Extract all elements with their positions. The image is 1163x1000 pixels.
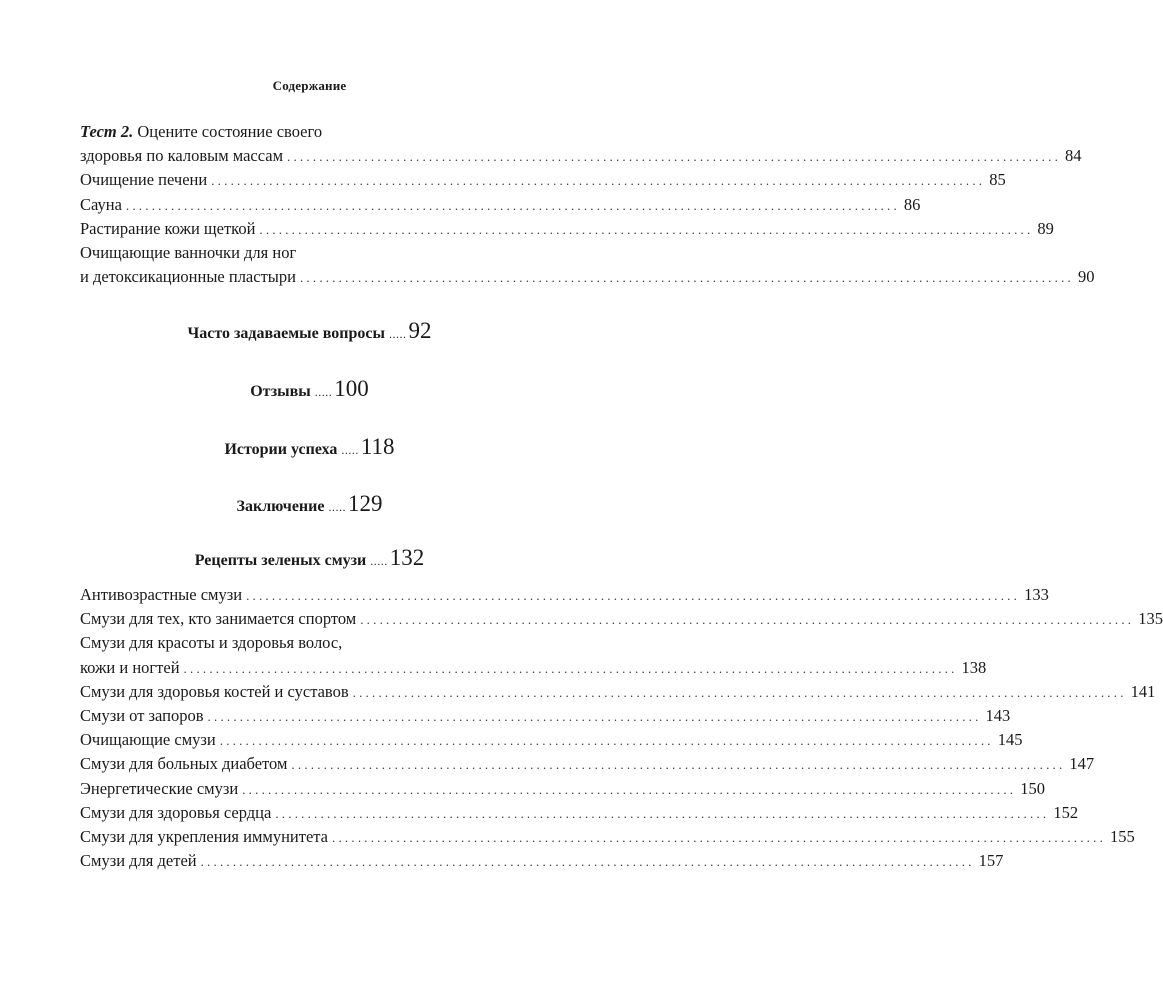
entry-text: Оцените состояние своего: [133, 122, 323, 141]
entry-page: 143: [985, 705, 1011, 725]
entry-text: здоровья по каловым массам: [80, 146, 284, 166]
section-page: 118: [360, 434, 395, 459]
dot-leader: ........................................................................................................................: [125, 197, 900, 213]
dot-leader: ........................................................................................................................: [219, 733, 994, 749]
entry-page: 86: [903, 194, 921, 214]
entry-lead: Тест 2.: [80, 122, 134, 141]
dot-leader: ........................................................................................................................: [291, 757, 1066, 773]
toc-entry[interactable]: [80, 241, 1095, 289]
entry-text: Смузи для красоты и здоровья волос,: [80, 633, 343, 653]
section-page: 100: [334, 376, 369, 401]
entry-page: 89: [1037, 218, 1054, 238]
section-page: 129: [347, 491, 383, 516]
section-page: 132: [389, 545, 425, 570]
entry-text: Смузи для укрепления иммунитета: [80, 826, 329, 846]
toc-entry[interactable]: [80, 631, 987, 679]
entry-page: 152: [1053, 802, 1079, 822]
entry-text: Смузи для здоровья сердца: [80, 802, 272, 822]
section-title: Часто задаваемые вопросы: [187, 325, 385, 342]
dot-leader: ........................................................................................................................: [211, 173, 986, 189]
entry-page: 155: [1110, 826, 1135, 846]
entry-page: 141: [1130, 681, 1156, 701]
toc-entry[interactable]: [80, 607, 1163, 631]
toc-entry[interactable]: [80, 583, 1049, 607]
toc-entry-test2[interactable]: [80, 120, 1082, 168]
dot-leader: ........................................................................................................................: [352, 684, 1127, 700]
page-header: Содержание: [272, 78, 347, 93]
entry-text: Смузи от запоров: [80, 705, 204, 725]
entry-text: Сауна: [80, 194, 122, 214]
toc-entry[interactable]: [80, 752, 1095, 776]
dot-leader: ........................................................................................................................: [332, 829, 1107, 845]
section-title: Заключение: [236, 498, 325, 515]
section-title: Истории успеха: [224, 441, 338, 458]
toc-section-reviews[interactable]: [0, 376, 619, 402]
toc-entry[interactable]: [80, 777, 1045, 801]
toc-entry[interactable]: [80, 680, 1156, 704]
toc-entry[interactable]: [80, 801, 1079, 825]
dot-leader: ........................................................................................................................: [207, 708, 982, 724]
dot-leader: ........................................................................................................................: [259, 221, 1034, 237]
dot-leader: ........................................................................................................................: [299, 270, 1074, 286]
toc-entry[interactable]: [80, 849, 1004, 873]
dot-leader: ........................................................................................................................: [242, 781, 1017, 797]
toc-section-recipes[interactable]: [0, 545, 619, 571]
entry-text: Антивозрастные смузи: [80, 585, 243, 604]
toc-section-faq[interactable]: [0, 318, 619, 344]
entry-text: и детоксикационные пластыри: [80, 267, 296, 287]
section-page: 92: [408, 318, 432, 343]
dot-leader: ........................................................................................................................: [287, 149, 1062, 165]
dot-leader: .....: [314, 385, 333, 399]
entry-text: Смузи для детей: [80, 851, 197, 871]
entry-text: Энергетические смузи: [80, 778, 239, 798]
entry-page: 145: [997, 730, 1023, 750]
dot-leader: ........................................................................................................................: [246, 588, 1021, 603]
entry-text: Растирание кожи щеткой: [80, 218, 256, 238]
toc-entry[interactable]: [80, 217, 1054, 241]
dot-leader: ........................................................................................................................: [183, 660, 958, 676]
section-title: Рецепты зеленых смузи: [194, 552, 367, 569]
toc-section-stories[interactable]: [0, 434, 619, 460]
entry-text: Очищающие смузи: [80, 730, 216, 750]
entry-page: 84: [1065, 146, 1082, 166]
entry-page: 138: [961, 657, 987, 677]
section-title: Отзывы: [250, 383, 311, 400]
dot-leader: .....: [389, 327, 407, 341]
entry-page: 133: [1024, 585, 1049, 604]
toc-entry[interactable]: [80, 728, 1023, 752]
entry-page: 90: [1077, 267, 1095, 287]
entry-page: 85: [989, 170, 1006, 190]
dot-leader: .....: [328, 500, 346, 514]
dot-leader: ........................................................................................................................: [275, 805, 1050, 821]
entry-text: Смузи для больных диабетом: [80, 754, 288, 774]
toc-entry[interactable]: [80, 193, 921, 217]
entry-page: 147: [1069, 754, 1095, 774]
entry-text: Смузи для здоровья костей и суставов: [80, 681, 349, 701]
toc-top-block: [80, 120, 1095, 289]
dot-leader: .....: [341, 443, 359, 457]
dot-leader: ........................................................................................................................: [360, 612, 1135, 628]
dot-leader: .....: [370, 554, 388, 568]
entry-text: Очищающие ванночки для ног: [80, 242, 297, 262]
toc-entry[interactable]: [80, 704, 1011, 728]
dot-leader: ........................................................................................................................: [200, 854, 975, 870]
toc-section-conclusion[interactable]: [0, 491, 619, 517]
entry-page: 135: [1138, 609, 1163, 629]
toc-entry[interactable]: [80, 168, 1006, 192]
entry-text: Очищение печени: [80, 170, 208, 190]
entry-page: 157: [978, 851, 1004, 871]
entry-page: 150: [1020, 778, 1045, 798]
entry-text: Смузи для тех, кто занимается спортом: [80, 609, 357, 629]
toc-entry[interactable]: [80, 825, 1135, 849]
entry-text: кожи и ногтей: [80, 657, 180, 677]
toc-recipes-block: [80, 583, 1163, 873]
